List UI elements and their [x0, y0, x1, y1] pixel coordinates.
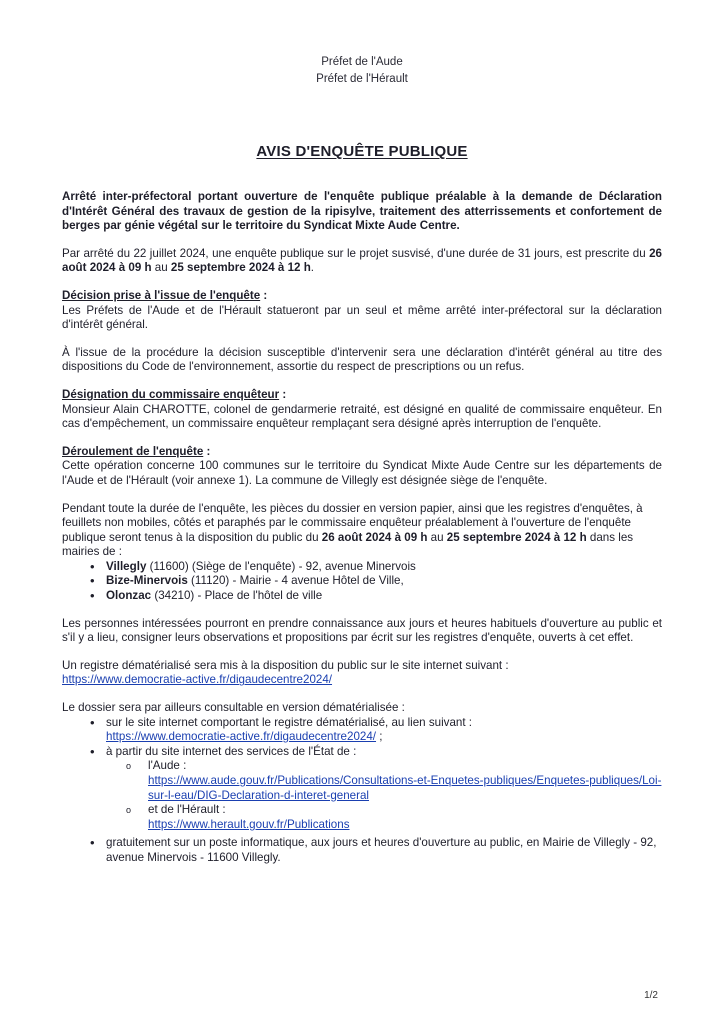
- personnes-paragraph: Les personnes intéressées pourront en prendre connaissance aux jours et heures habituels d'ouverture au public et s'il y a lieu, consigner leurs observations et propositions par écrit sur les registres d'enquête, ouverts à cet effet.: [62, 616, 662, 645]
- dossier-paragraph: Le dossier sera par ailleurs consultable en version dématérialisée :: [62, 701, 405, 715]
- list-item: o l'Aude : https://www.aude.gouv.fr/Publications/Consultations-et-Enquetes-publiques/Enquetes-publiques/Loi-sur-l-eau/DIG-Declaration-d-interet-general: [126, 759, 662, 803]
- mairies-list: [62, 560, 662, 604]
- deroulement-text: Cette opération concerne 100 communes sur le territoire du Syndicat Mixte Aude Centre sur les départements de l'Aude et de l'Hérault (voir annexe 1). La commune de Villegly est désignée siège de l'enquête.: [62, 459, 662, 487]
- list-item: • gratuitement sur un poste informatique, aux jours et heures d'ouverture au public, en Mairie de Villegly - 92, avenue Minervois - 11600 Villegly.: [90, 836, 662, 865]
- list-item: • Olonzac (34210) - Place de l'hôtel de ville: [90, 589, 662, 604]
- registre-paragraph: Un registre dématérialisé sera mis à la disposition du public sur le site internet suivant :: [62, 658, 509, 672]
- intro-paragraph: Arrêté inter-préfectoral portant ouverture de l'enquête publique préalable à la demande de Déclaration d'Intérêt Général des travaux de gestion de la ripisylve, traitement des atterrissements et confortement de berges par génie végétal sur le territoire du Syndicat Mixte Aude Centre.: [62, 190, 662, 233]
- pendant-paragraph: Pendant toute la durée de l'enquête, les pièces du dossier en version papier, ainsi que les registres d'enquêtes, à feuillets non mobiles, côtés et paraphés par le commissaire enquêteur préalablement à l'ouverture de l'enquête publique seront tenus à la disposition du public du 26 août 2024 à 09 h au 25 septembre 2024 à 12 h dans les mairies de :: [62, 501, 643, 559]
- registre-link[interactable]: https://www.democratie-active.fr/digaudecentre2024/: [62, 673, 333, 687]
- decision-heading: Décision prise à l'issue de l'enquête :: [62, 288, 268, 302]
- start-date: 26 août 2024 à 09 h: [62, 246, 662, 275]
- list-item: • Villegly (11600) (Siège de l'enquête) - 92, avenue Minervois: [90, 560, 662, 575]
- arrete-paragraph: Par arrêté du 22 juillet 2024, une enquête publique sur le projet susvisé, d'une durée de 31 jours, est prescrite du 26 août 2024 à 09 h au 25 septembre 2024 à 12 h.: [62, 246, 662, 275]
- end-date: 25 septembre 2024 à 12 h: [170, 261, 311, 275]
- page-number: 1/2: [644, 990, 658, 1002]
- prefect-aude: Préfet de l'Aude: [321, 56, 403, 68]
- herault-prefecture-link[interactable]: https://www.herault.gouv.fr/Publications: [148, 817, 350, 831]
- designation-text: Monsieur Alain CHAROTTE, colonel de gendarmerie retraité, est désigné en qualité de commissaire enquêteur. En cas d'empêchement, un commissaire enquêteur remplaçant sera désigné après interruption de l'enquête.: [62, 402, 662, 431]
- document-body: [62, 190, 662, 866]
- prefect-herault: Préfet de l'Hérault: [316, 73, 408, 85]
- state-sites-list: [106, 759, 662, 832]
- consultation-list: [62, 716, 662, 866]
- designation-heading: Désignation du commissaire enquêteur :: [62, 387, 287, 401]
- list-item: • sur le site internet comportant le registre dématérialisé, au lien suivant : https://www.democratie-active.fr/digaudecentre2024/ ;: [90, 716, 662, 745]
- list-item: • Bize-Minervois (11120) - Mairie - 4 avenue Hôtel de Ville,: [90, 574, 662, 589]
- document-title: AVIS D'ENQUÊTE PUBLIQUE: [256, 143, 468, 160]
- aude-prefecture-link[interactable]: https://www.aude.gouv.fr/Publications/Consultations-et-Enquetes-publiques/Enquetes-publiques/Loi-sur-l-eau/DIG-Declaration-d-interet-general: [148, 774, 662, 802]
- registre-link-line: [62, 673, 662, 688]
- decision-text: Les Préfets de l'Aude et de l'Hérault statueront par un seul et même arrêté inter-préfectoral sur la déclaration d'intérêt général.: [62, 303, 662, 332]
- list-item: o et de l'Hérault : https://www.herault.gouv.fr/Publications: [126, 803, 662, 832]
- list-item: • à partir du site internet des services de l'État de : o l'Aude : https://www.aude.gouv.fr/Publications/Consultations-et-Enquetes-publiques/Enquetes-publiques/Loi-sur-l-eau/DIG-Declaration-d-interet-general o et de l'Hérault : https://www.herault.gouv.fr/Publications: [90, 745, 662, 833]
- deroulement-heading: Déroulement de l'enquête :: [62, 444, 211, 458]
- registre-link-2[interactable]: https://www.democratie-active.fr/digaudecentre2024/: [106, 730, 377, 744]
- document-header: [0, 54, 724, 88]
- decision-outcome-text: À l'issue de la procédure la décision susceptible d'intervenir sera une déclaration d'intérêt général au titre des dispositions du Code de l'environnement, assortie du respect de prescriptions ou un refus.: [62, 345, 662, 374]
